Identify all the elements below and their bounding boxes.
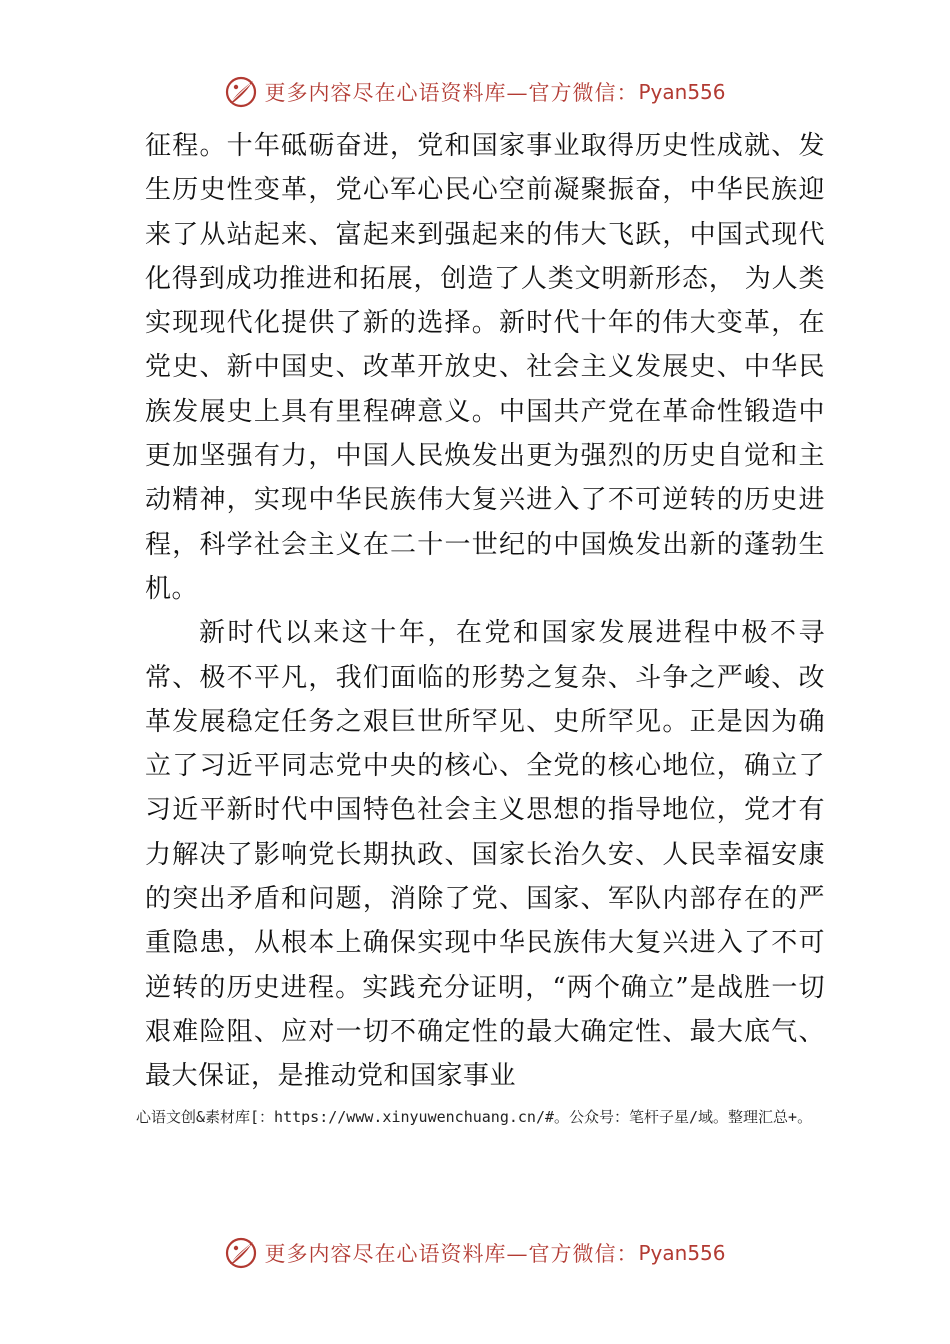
banner-wechat-id: Pyan556: [638, 80, 726, 104]
footnote: 心语文创&素材库[：https://www.xinyuwenchuang.cn/#。公众号：笔杆子星/域。整理汇总+。: [136, 1108, 813, 1126]
feather-circle-logo-icon: [224, 1236, 258, 1270]
paragraph-2: 新时代以来这十年，在党和国家发展进程中极不寻常、极不平凡，我们面临的形势之复杂、斗争之严峻、改革发展稳定任务之艰巨世所罕见、史所罕见。正是因为确立了习近平同志党中央的核心、全党的核心地位，确立了习近平新时代中国特色社会主义思想的指导地位，党才有力解决了影响党长期执政、国家长治久安、人民幸福安康的突出矛盾和问题，消除了党、国家、军队内部存在的严重隐患，从根本上确保实现中华民族伟大复兴进入了不可逆转的历史进程。实践充分证明，“两个确立”是战胜一切艰难险阻、应对一切不确定性的最大确定性、最大底气、最大保证，是推动党和国家事业: [145, 618, 825, 1092]
feather-circle-logo-icon: [224, 75, 258, 109]
banner-text: 更多内容尽在心语资料库—官方微信：: [264, 81, 639, 105]
banner-text: 更多内容尽在心语资料库—官方微信：: [264, 1242, 639, 1266]
footer-banner: [0, 1231, 950, 1275]
paragraph-1: 征程。十年砥砺奋进，党和国家事业取得历史性成就、发生历史性变革，党心军心民心空前凝聚振奋，中华民族迎来了从站起来、富起来到强起来的伟大飞跃，中国式现代化得到成功推进和拓展，创造了人类文明新形态， 为人类实现现代化提供了新的选择。新时代十年的伟大变革，在党史、新中国史、改革开放史、社会主义发展史、中华民族发展史上具有里程碑意义。中国共产党在革命性锻造中更加坚强有力，中国人民焕发出更为强烈的历史自觉和主动精神，实现中华民族伟大复兴进入了不可逆转的历史进程，科学社会主义在二十一世纪的中国焕发出新的蓬勃生机。: [145, 131, 825, 604]
header-banner: [0, 70, 950, 114]
document-body: [145, 124, 825, 1099]
banner-wechat-id: Pyan556: [638, 1241, 726, 1265]
